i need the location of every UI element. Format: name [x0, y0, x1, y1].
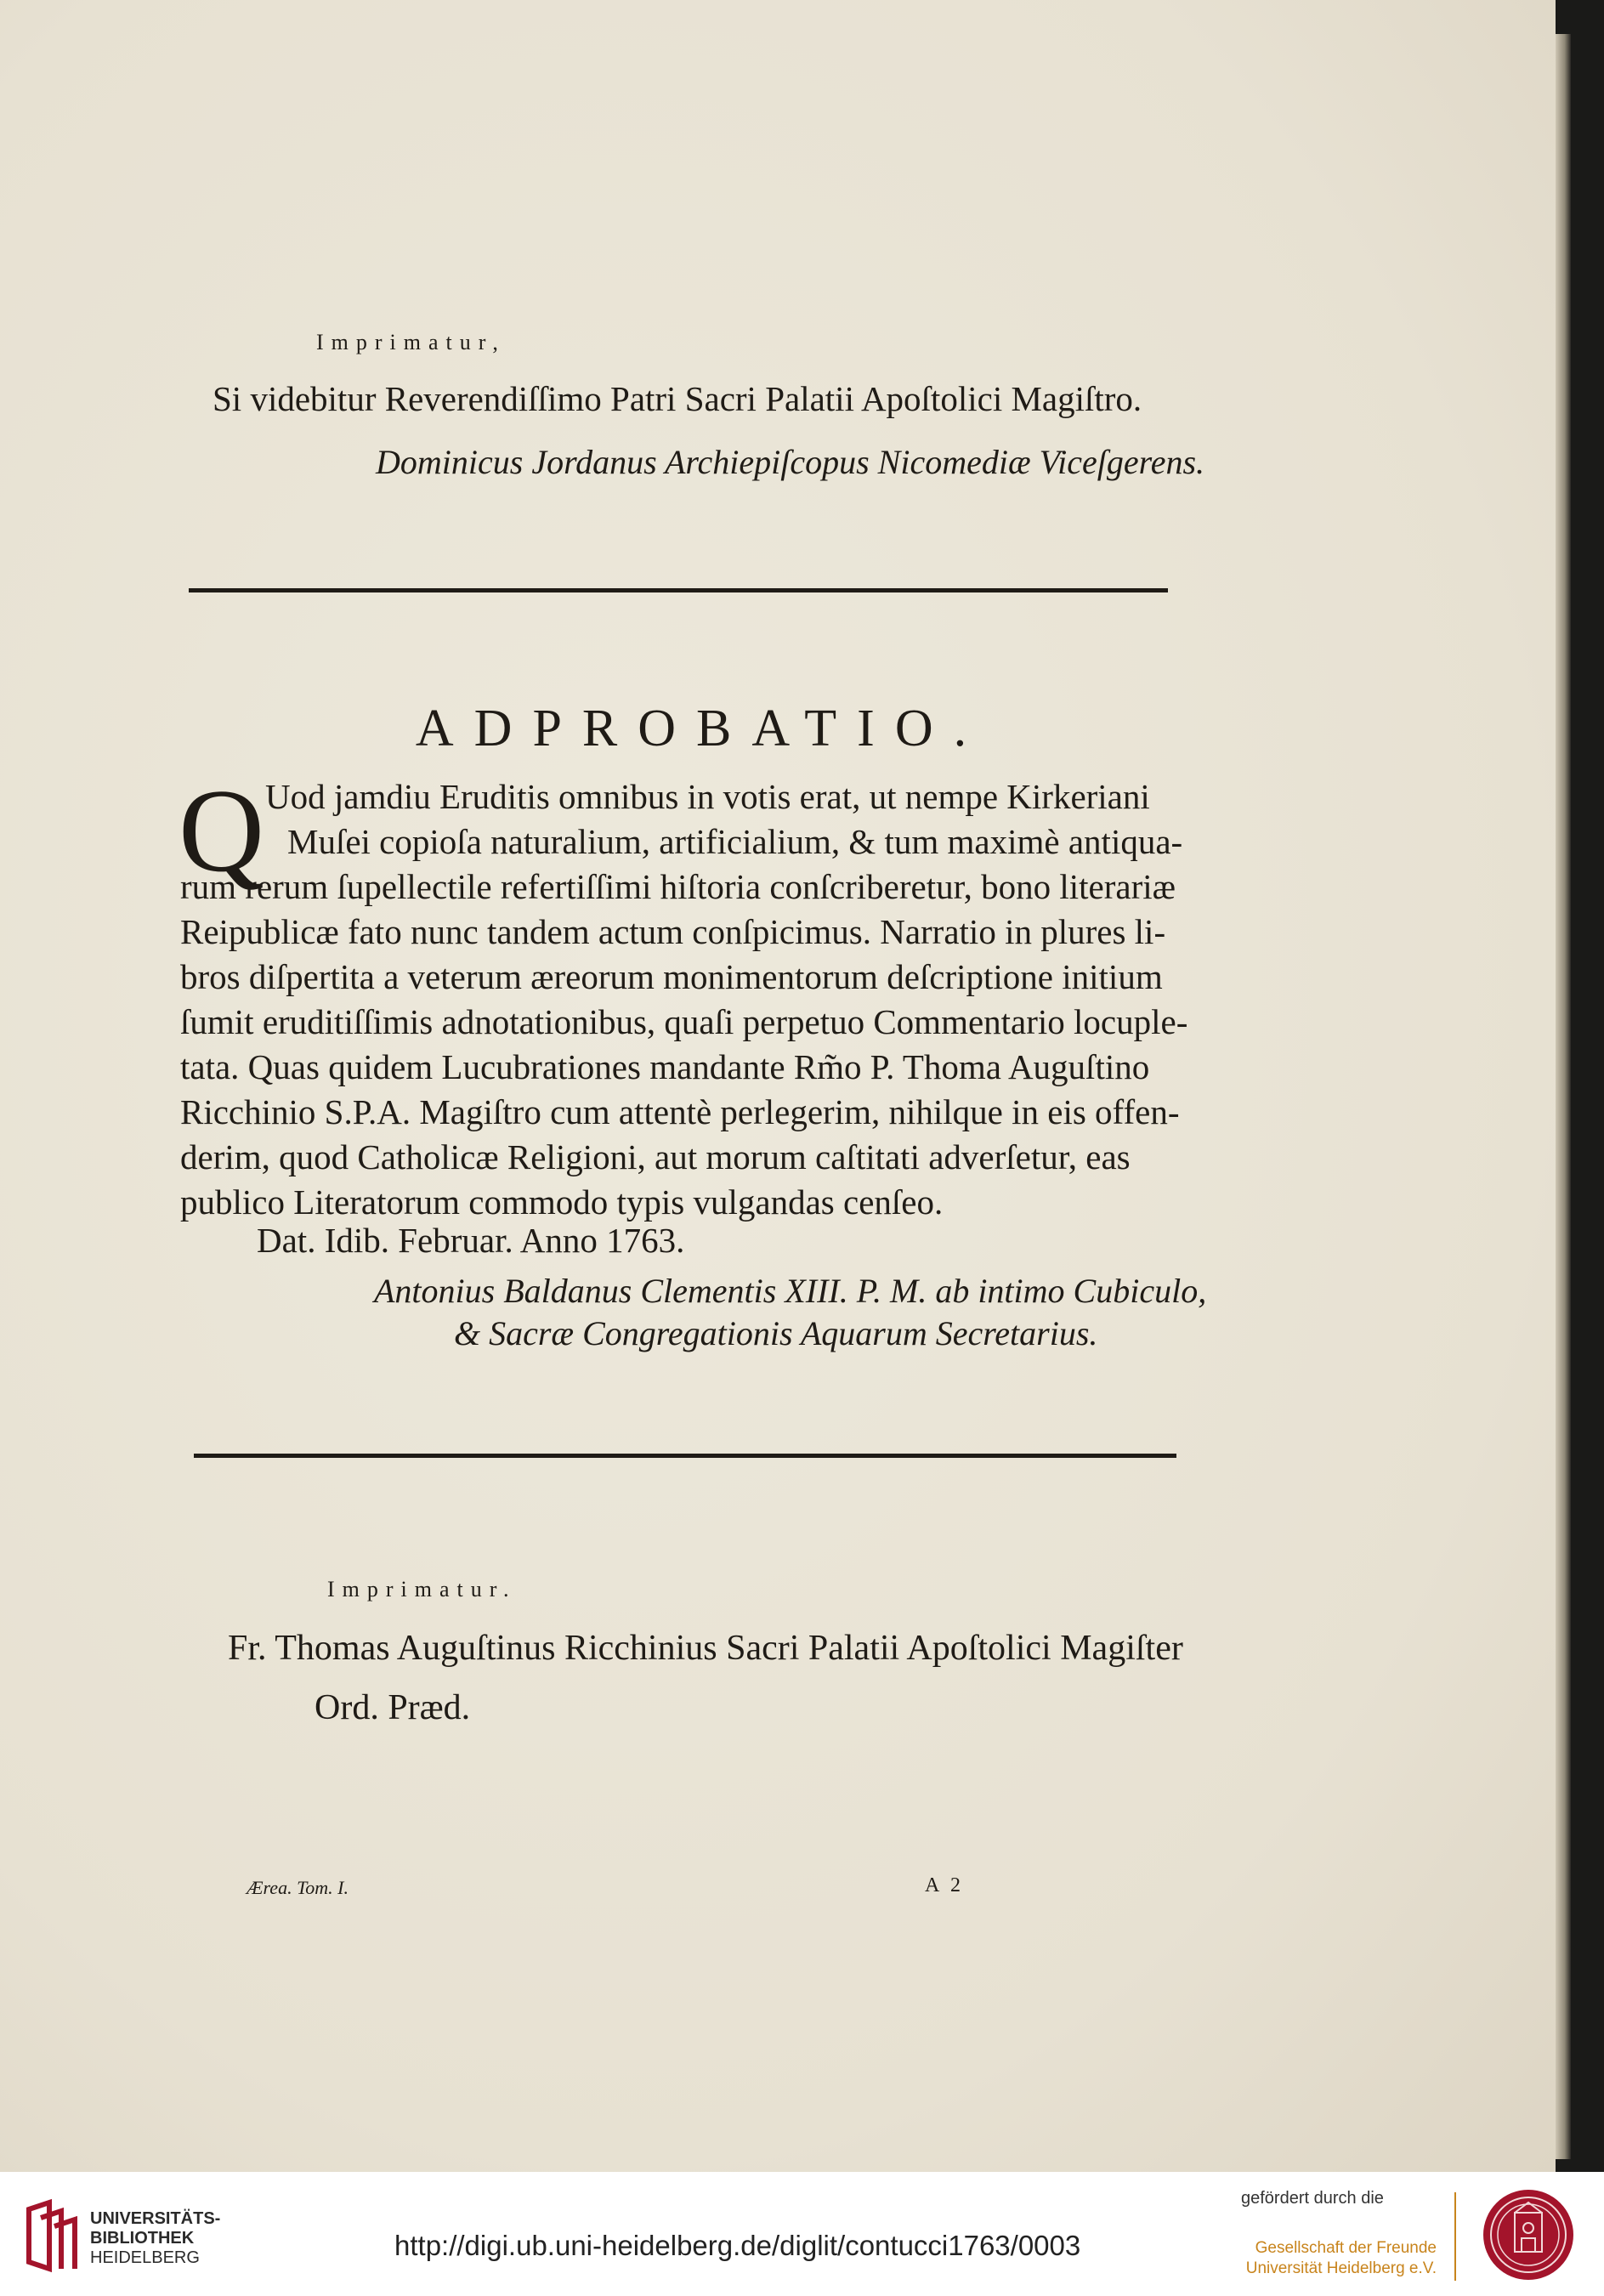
- page-edge-shadow: [1556, 34, 1571, 2159]
- funded-by-label: gefördert durch die: [1241, 2189, 1384, 2208]
- library-name: [90, 2209, 220, 2268]
- body-line-5: bros diſpertita a veterum æreorum monimentorum deſcriptione initium: [180, 957, 1163, 996]
- drop-cap: Q: [179, 765, 265, 897]
- date-line: Dat. Idib. Februar. Anno 1763.: [257, 1221, 685, 1260]
- body-line-1: Uod jamdiu Eruditis omnibus in votis erat, ut nempe Kirkeriani: [265, 777, 1150, 816]
- library-name-line-3: HEIDELBERG: [90, 2248, 200, 2267]
- society-name: [1239, 2238, 1437, 2279]
- signature-line-2: & Sacræ Congregationis Aquarum Secretarius.: [454, 1314, 1098, 1352]
- imprimatur-heading-2: Imprimatur.: [327, 1577, 517, 1602]
- ord-praed-line: Ord. Præd.: [315, 1688, 471, 1727]
- body-line-3: rum rerum ſupellectile refertiſſimi hiſtoria conſcriberetur, bono literariæ: [180, 867, 1176, 906]
- body-line-4: Reipublicæ fato nunc tandem actum conſpicimus. Narratio in plures li-: [180, 912, 1166, 951]
- divider-rule-1: [189, 588, 1168, 592]
- imprimatur-heading-1: Imprimatur,: [316, 330, 506, 354]
- body-line-8: Ricchinio S.P.A. Magiſtro cum attentè perlegerim, nihilque in eis offen-: [180, 1092, 1180, 1131]
- body-line-6: ſumit eruditiſſimis adnotationibus, quaſi perpetuo Commentario locuple-: [180, 1002, 1188, 1041]
- footer-gathering-mark: A 2: [925, 1874, 965, 1896]
- body-line-10: publico Literatorum commodo typis vulgandas cenſeo.: [180, 1182, 944, 1222]
- adprobatio-title: ADPROBATIO.: [415, 700, 988, 757]
- dominicus-signature: Dominicus Jordanus Archiepiſcopus Nicomediæ Viceſgerens.: [376, 443, 1205, 481]
- footer-signature-mark: Ærea. Tom. I.: [247, 1877, 349, 1898]
- university-seal-icon: [1481, 2187, 1576, 2282]
- fr-thomas-line: Fr. Thomas Auguſtinus Ricchinius Sacri Palatii Apoſtolici Magiſter: [228, 1629, 1183, 1668]
- banner-divider: [1454, 2192, 1456, 2281]
- si-videbitur-line: Si videbitur Reverendiſſimo Patri Sacri Palatii Apoſtolici Magiſtro.: [213, 379, 1142, 418]
- library-banner: [0, 2172, 1604, 2296]
- body-line-7: tata. Quas quidem Lucubrationes mandante Rm̃o P. Thoma Auguſtino: [180, 1047, 1150, 1086]
- permalink-url[interactable]: http://digi.ub.uni-heidelberg.de/diglit/contucci1763/0003: [394, 2230, 1081, 2261]
- body-line-9: derim, quod Catholicæ Religioni, aut morum caſtitati adverſetur, eas: [180, 1137, 1131, 1176]
- ub-heidelberg-logo-icon: [24, 2197, 80, 2274]
- library-name-line-2: BIBLIOTHEK: [90, 2229, 195, 2248]
- society-name-line-2: Universität Heidelberg e.V.: [1245, 2259, 1437, 2277]
- library-name-line-1: UNIVERSITÄTS-: [90, 2209, 221, 2228]
- divider-rule-2: [194, 1454, 1176, 1458]
- body-line-2: Muſei copioſa naturalium, artificialium, & tum maximè antiqua-: [287, 822, 1183, 861]
- society-name-line-1: Gesellschaft der Freunde: [1255, 2239, 1437, 2257]
- signature-line-1: Antonius Baldanus Clementis XIII. P. M. ab intimo Cubiculo,: [374, 1272, 1207, 1310]
